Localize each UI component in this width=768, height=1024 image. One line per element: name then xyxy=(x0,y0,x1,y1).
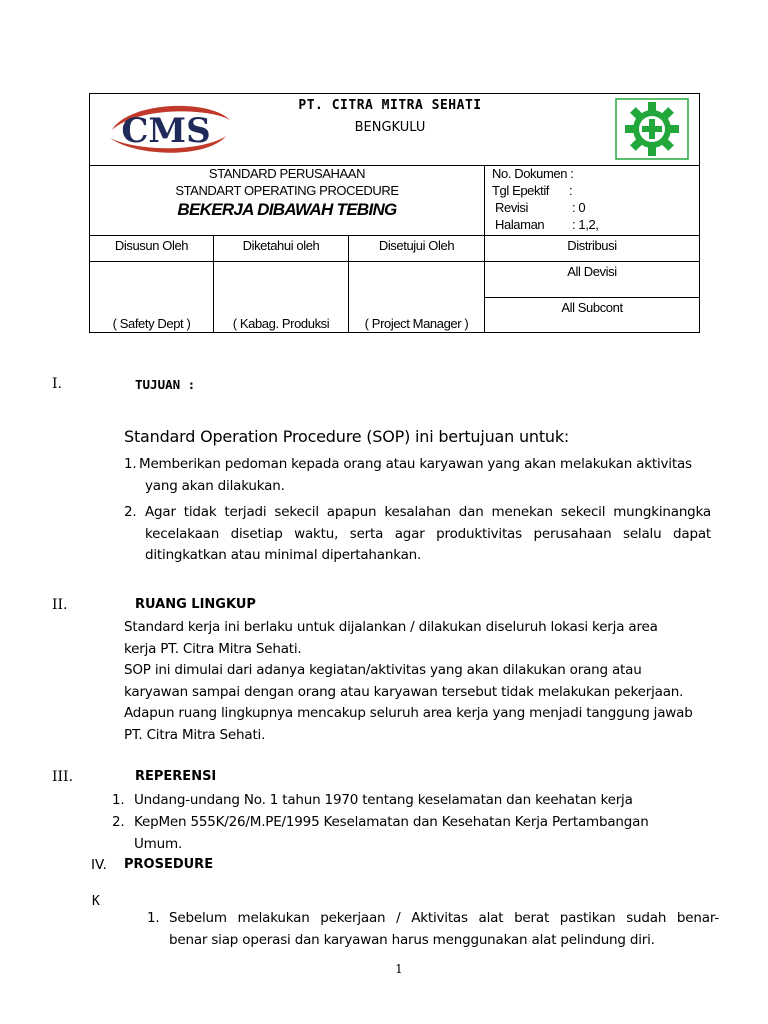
text-line: KepMen 555K/26/M.PE/1995 Keselamatan dan Kesehatan Kerja Pertambangan xyxy=(134,814,649,830)
procedure-text xyxy=(169,908,719,951)
meta-page-value: : 1,2, xyxy=(572,217,599,232)
meta-effective-date-value: : xyxy=(569,183,573,198)
meta-page: Halaman xyxy=(495,217,545,232)
document-title: BEKERJA DIBAWAH TEBING xyxy=(177,200,397,219)
text-line: ditingkatkan atau minimal dipertahankan. xyxy=(145,547,422,563)
meta-revision: Revisi xyxy=(495,200,528,215)
text-line: kerja PT. Citra Mitra Sehati. xyxy=(124,640,302,657)
col-approved-by: Disetujui Oleh xyxy=(378,238,455,253)
text-line: yang akan dilakukan. xyxy=(145,477,285,494)
text-line: PT. Citra Mitra Sehati. xyxy=(124,726,266,743)
item-number: 1. xyxy=(124,456,137,472)
k3-safety-icon xyxy=(614,97,690,161)
section-number: I. xyxy=(52,376,62,392)
section-heading-referensi: REPERENSI xyxy=(135,769,217,784)
sign-safety-dept: ( Safety Dept ) xyxy=(112,316,191,331)
section-number: IV. xyxy=(91,857,107,873)
row-divider xyxy=(90,261,699,262)
item-number: 2. xyxy=(124,504,137,520)
company-city: BENGKULU xyxy=(354,120,426,135)
document-header-table xyxy=(89,93,700,333)
text-line: Standard kerja ini berlaku untuk dijalankan / dilakukan diseluruh lokasi kerja area xyxy=(124,619,658,635)
reference-text: Undang-undang No. 1 tahun 1970 tentang keselamatan dan keehatan kerja xyxy=(134,792,633,808)
dist-all-subcont: All Subcont xyxy=(561,300,623,315)
text-line: SOP ini dimulai dari adanya kegiatan/aktivitas yang akan dilakukan orang atau xyxy=(124,662,642,678)
standard-title-1: STANDARD PERUSAHAAN xyxy=(208,166,366,181)
logo-text: CMS xyxy=(121,111,211,151)
col-distribution: Distribusi xyxy=(567,238,617,253)
item-number: 1. xyxy=(112,792,125,808)
list-item-text xyxy=(139,454,713,497)
meta-effective-date: Tgl Epektif xyxy=(492,183,550,198)
subsection-letter: K xyxy=(92,894,100,909)
sign-project-manager: ( Project Manager ) xyxy=(364,316,469,331)
text-line: karyawan sampai dengan orang atau karyawan tersebut tidak melakukan pekerjaan. xyxy=(124,683,684,700)
list-item-text xyxy=(145,502,711,567)
section-heading-prosedure: PROSEDURE xyxy=(124,857,214,872)
text-line: Adapun ruang lingkupnya mencakup seluruh area kerja yang menjadi tanggung jawab xyxy=(124,705,693,721)
reference-text xyxy=(134,812,734,855)
text-line: Agar tidak terjadi sekecil apapun kesalahan dan menekan sekecil mungkinangka xyxy=(145,504,711,520)
list-item xyxy=(124,502,136,524)
col-acknowledged-by: Diketahui oleh xyxy=(242,238,320,253)
meta-doc-number: No. Dokumen : xyxy=(492,166,574,181)
page-number: 1 xyxy=(395,962,403,976)
meta-revision-value: : 0 xyxy=(572,200,586,215)
cms-logo xyxy=(98,100,234,158)
text-line: Umum. xyxy=(134,835,183,852)
section-heading-ruang-lingkup: RUANG LINGKUP xyxy=(135,597,256,612)
company-name: PT. CITRA MITRA SEHATI xyxy=(298,98,482,113)
row-divider xyxy=(485,297,699,298)
row-divider xyxy=(90,235,699,236)
section-heading-tujuan: TUJUAN : xyxy=(135,377,196,392)
text-line: kecelakaan disetiap waktu, serta agar produktivitas perusahaan selalu dapat xyxy=(145,525,711,542)
text-line: benar siap operasi dan karyawan harus menggunakan alat pelindung diri. xyxy=(169,931,655,948)
sign-kabag-produksi: ( Kabag. Produksi xyxy=(232,316,330,331)
text-line: Memberikan pedoman kepada orang atau karyawan yang akan melakukan aktivitas xyxy=(139,456,692,472)
text-line: Sebelum melakukan pekerjaan / Aktivitas alat berat pastikan sudah benar- xyxy=(169,910,719,926)
section-number: II. xyxy=(52,597,68,613)
section-lead: Standard Operation Procedure (SOP) ini bertujuan untuk: xyxy=(124,427,570,446)
list-item xyxy=(124,454,136,476)
col-prepared-by: Disusun Oleh xyxy=(114,238,189,253)
item-number: 2. xyxy=(112,814,125,830)
item-number: 1. xyxy=(147,910,160,926)
dist-all-devisi: All Devisi xyxy=(567,264,617,279)
section-paragraph xyxy=(124,617,724,746)
section-number: III. xyxy=(52,769,74,785)
standard-title-2: STANDART OPERATING PROCEDURE xyxy=(175,183,399,198)
